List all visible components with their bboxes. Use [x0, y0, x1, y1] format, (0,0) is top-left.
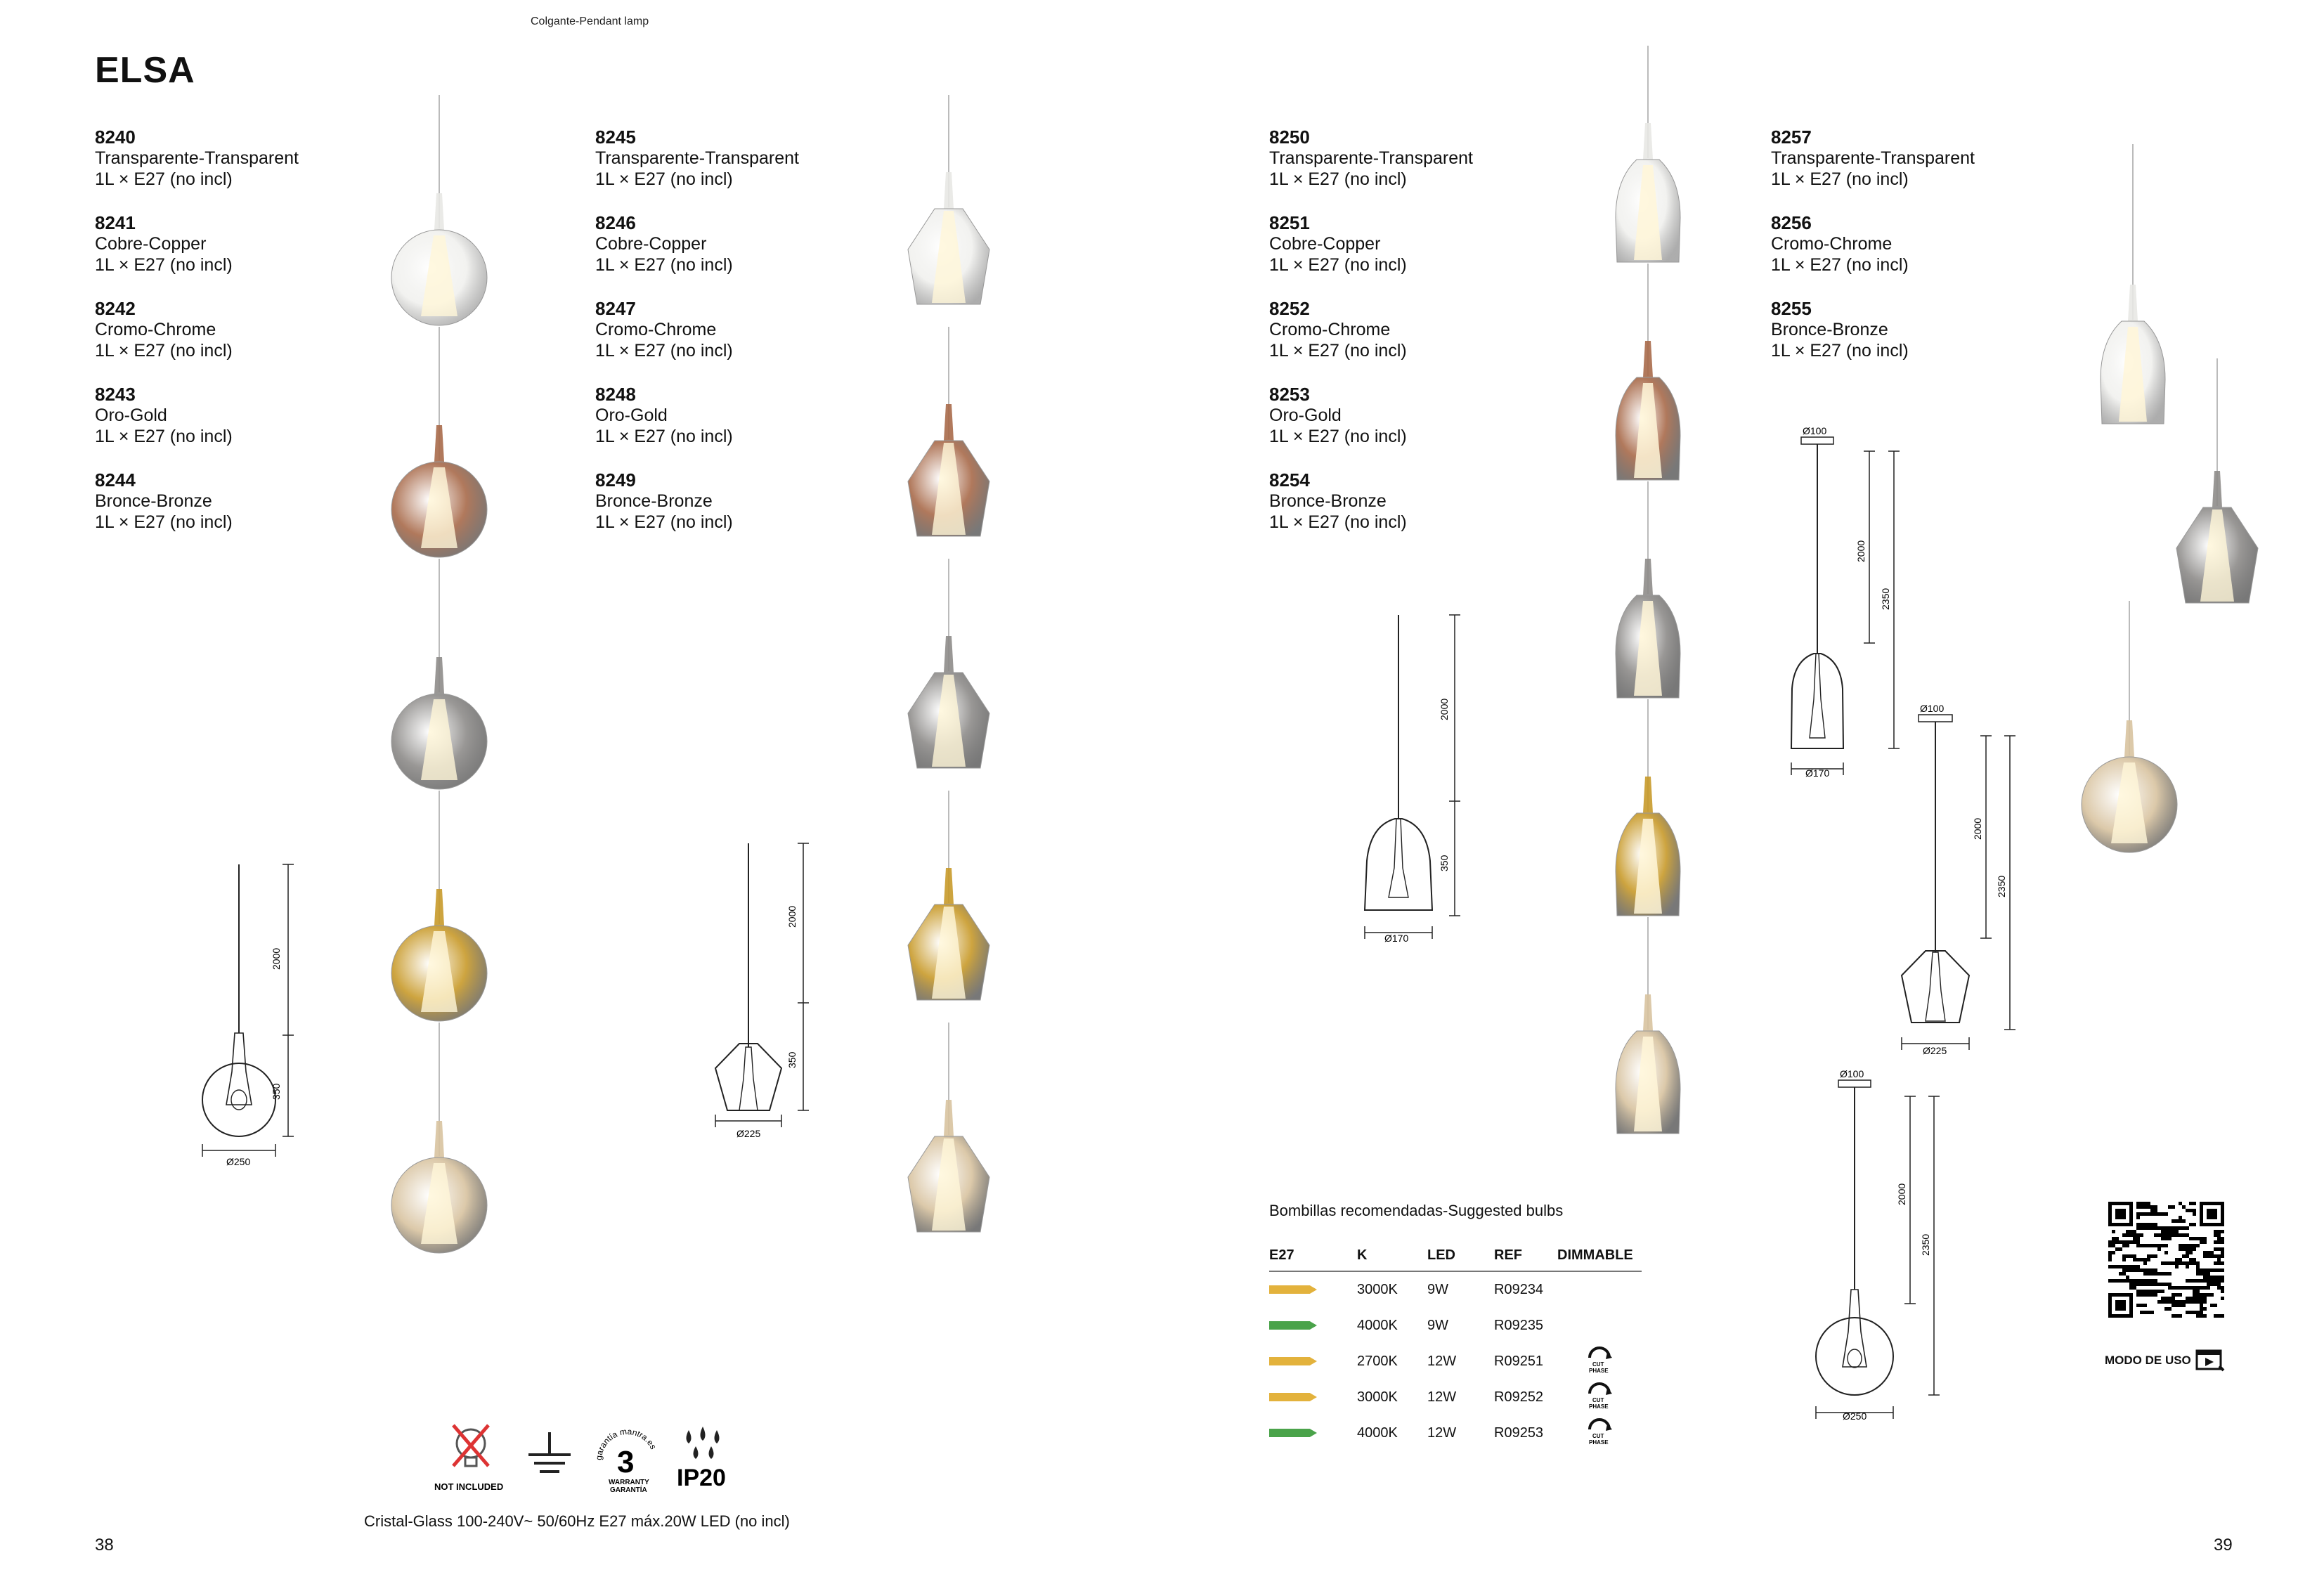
- model-finish: Cobre-Copper: [595, 234, 707, 254]
- bulb-led: 9W: [1427, 1318, 1448, 1333]
- bulb-led: 12W: [1427, 1425, 1457, 1441]
- qr-code[interactable]: [2108, 1202, 2224, 1318]
- earth-ground-icon: [521, 1420, 578, 1497]
- bulb-dimmable: [1557, 1380, 1642, 1415]
- manual-label: MODO DE USO: [2105, 1354, 2191, 1367]
- model-spec: 1L × E27 (no incl): [1771, 341, 1909, 361]
- dim-cable: 2000: [1972, 817, 1983, 840]
- model-finish: Cobre-Copper: [95, 234, 207, 254]
- bulb-color-arrow: [1269, 1321, 1317, 1330]
- svg-text:CUT: CUT: [1592, 1432, 1604, 1439]
- bulbs-header-led: LED: [1427, 1240, 1494, 1271]
- model-code: 8251: [1269, 212, 1310, 233]
- dim-canopy: Ø100: [1803, 425, 1827, 436]
- bulbs-header-dimmable: DIMMABLE: [1557, 1240, 1642, 1271]
- bulbs-header-k: K: [1357, 1240, 1427, 1271]
- model-spec: 1L × E27 (no incl): [595, 255, 733, 275]
- bulb-k: 4000K: [1357, 1425, 1398, 1441]
- model-spec: 1L × E27 (no incl): [95, 427, 233, 446]
- model-finish: Cromo-Chrome: [595, 320, 717, 339]
- lamp-sphere-image: [383, 791, 495, 1044]
- dim-cable: 2000: [1439, 698, 1450, 720]
- model-spec: 1L × E27 (no incl): [595, 169, 733, 189]
- bulb-led: 12W: [1427, 1354, 1457, 1369]
- dim-cable: 2000: [1855, 540, 1867, 562]
- model-code: 8245: [595, 126, 636, 148]
- model-code: 8242: [95, 298, 136, 319]
- lamp-sphere-image: [383, 1023, 495, 1276]
- manual-link[interactable]: [2105, 1348, 2226, 1373]
- cut-phase-icon: [1584, 1345, 1615, 1375]
- lamp-bell-image: [1592, 46, 1704, 278]
- model-finish: Transparente-Transparent: [1771, 148, 1975, 168]
- warranty-label: WARRANTY: [609, 1479, 649, 1486]
- svg-text:PHASE: PHASE: [1589, 1403, 1609, 1410]
- dim-total: 2350: [1880, 588, 1891, 610]
- model-code: 8243: [95, 384, 136, 405]
- not-included-label: NOT INCLUDED: [434, 1481, 504, 1492]
- lamp-cone-image: [892, 559, 1005, 791]
- model-finish: Bronce-Bronze: [1771, 320, 1888, 339]
- dim-diameter: Ø170: [1384, 933, 1409, 944]
- lamp-sphere-image: [383, 559, 495, 812]
- dim-canopy: Ø100: [1920, 703, 1945, 714]
- page-title: ELSA: [95, 50, 195, 91]
- dim-canopy: Ø100: [1840, 1068, 1864, 1079]
- dim-diameter: Ø225: [1923, 1045, 1947, 1056]
- lamp-cone-image: [892, 791, 1005, 1023]
- model-finish: Transparente-Transparent: [1269, 148, 1473, 168]
- bulbs-header-ref: REF: [1494, 1240, 1557, 1271]
- bulb-color-arrow: [1269, 1285, 1317, 1294]
- video-play-icon: [2195, 1348, 2226, 1373]
- lamp-bell-image: [1592, 699, 1704, 931]
- dim-diameter: Ø170: [1805, 767, 1830, 779]
- drawing-r-cone: [1890, 699, 2031, 1065]
- model-finish: Bronce-Bronze: [595, 491, 713, 511]
- bulb-led: 12W: [1427, 1389, 1457, 1405]
- bulb-dimmable: [1557, 1415, 1642, 1451]
- lamp-cone-image: [892, 327, 1005, 559]
- ip-rating: IP20: [677, 1465, 726, 1491]
- bulb-ref: R09252: [1494, 1389, 1544, 1405]
- svg-text:CUT: CUT: [1592, 1396, 1604, 1403]
- model-finish: Transparente-Transparent: [95, 148, 299, 168]
- model-code: 8247: [595, 298, 636, 319]
- bulb-row: [1269, 1380, 1642, 1415]
- bulb-ref: R09253: [1494, 1425, 1544, 1441]
- model-code: 8249: [595, 469, 636, 491]
- model-finish: Bronce-Bronze: [1269, 491, 1387, 511]
- model-code: 8240: [95, 126, 136, 148]
- bulbs-header-e27: E27: [1269, 1240, 1357, 1271]
- dim-diameter: Ø250: [226, 1156, 251, 1167]
- model-code: 8257: [1771, 126, 1812, 148]
- warranty-years: 3: [617, 1445, 635, 1479]
- warranty-badge-icon: [589, 1420, 666, 1497]
- bulb-k: 3000K: [1357, 1389, 1398, 1405]
- page-number-right: 39: [2214, 1536, 2233, 1555]
- bulb-dimmable: [1557, 1344, 1642, 1380]
- bulb-row: [1269, 1271, 1642, 1308]
- model-finish: Bronce-Bronze: [95, 491, 212, 511]
- model-spec: 1L × E27 (no incl): [95, 169, 233, 189]
- drawing-cone-left: [703, 836, 822, 1146]
- page-number-left: 38: [95, 1536, 114, 1555]
- model-finish: Transparente-Transparent: [595, 148, 799, 168]
- model-code: 8253: [1269, 384, 1310, 405]
- dim-total: 2350: [1996, 875, 2007, 897]
- bulbs-table: [1269, 1240, 1642, 1451]
- lamp-cone-image: [892, 1023, 1005, 1254]
- cut-phase-icon: [1584, 1381, 1615, 1410]
- dim-diameter: Ø225: [736, 1128, 761, 1139]
- model-finish: Cromo-Chrome: [1771, 234, 1893, 254]
- model-spec: 1L × E27 (no incl): [95, 255, 233, 275]
- model-code: 8256: [1771, 212, 1812, 233]
- dim-diameter: Ø250: [1843, 1410, 1867, 1422]
- category-label: Colgante-Pendant lamp: [531, 15, 649, 27]
- lamp-bell-image: [1592, 917, 1704, 1149]
- model-finish: Oro-Gold: [1269, 405, 1342, 425]
- bulb-color-arrow: [1269, 1357, 1317, 1365]
- model-spec: 1L × E27 (no incl): [1771, 169, 1909, 189]
- dim-total: 2350: [1920, 1233, 1931, 1256]
- model-spec: 1L × E27 (no incl): [1269, 169, 1407, 189]
- model-finish: Oro-Gold: [595, 405, 668, 425]
- lamp-cone-image: [2161, 358, 2273, 625]
- drawing-r-sphere: [1806, 1065, 1947, 1430]
- bulb-k: 3000K: [1357, 1282, 1398, 1297]
- model-finish: Cromo-Chrome: [95, 320, 216, 339]
- drawing-bell-center: [1356, 608, 1476, 952]
- bulb-ref: R09234: [1494, 1282, 1544, 1297]
- model-code: 8252: [1269, 298, 1310, 319]
- lamp-sphere-image: [383, 95, 495, 348]
- model-code: 8244: [95, 469, 136, 491]
- bulb-row: [1269, 1308, 1642, 1344]
- model-code: 8248: [595, 384, 636, 405]
- bulb-row: [1269, 1415, 1642, 1451]
- model-finish: Oro-Gold: [95, 405, 167, 425]
- bulb-not-included-icon: [429, 1420, 513, 1497]
- bulbs-title: Bombillas recomendadas-Suggested bulbs: [1269, 1202, 1564, 1219]
- svg-text:PHASE: PHASE: [1589, 1367, 1609, 1374]
- model-spec: 1L × E27 (no incl): [1269, 255, 1407, 275]
- model-code: 8241: [95, 212, 136, 233]
- model-code: 8255: [1771, 298, 1812, 319]
- dim-cable: 2000: [786, 905, 798, 928]
- lamp-cone-image: [892, 95, 1005, 327]
- svg-text:PHASE: PHASE: [1589, 1439, 1609, 1446]
- dim-cable: 2000: [1896, 1183, 1907, 1205]
- model-spec: 1L × E27 (no incl): [1269, 341, 1407, 361]
- dim-body: 350: [1439, 855, 1450, 871]
- lamp-bell-image: [1592, 481, 1704, 713]
- model-code: 8246: [595, 212, 636, 233]
- bulb-ref: R09235: [1494, 1318, 1544, 1333]
- model-spec: 1L × E27 (no incl): [595, 512, 733, 532]
- bulb-dimmable: [1557, 1271, 1642, 1308]
- bulb-color-arrow: [1269, 1429, 1317, 1437]
- lamp-sphere-image: [383, 327, 495, 580]
- model-spec: 1L × E27 (no incl): [1269, 512, 1407, 532]
- dim-body: 350: [271, 1083, 282, 1100]
- lamp-sphere-image: [2073, 601, 2186, 875]
- bulb-color-arrow: [1269, 1393, 1317, 1401]
- model-spec: 1L × E27 (no incl): [1771, 255, 1909, 275]
- dim-body: 350: [786, 1051, 798, 1068]
- warranty-label-2: GARANTÍA: [610, 1486, 647, 1494]
- model-spec: 1L × E27 (no incl): [595, 427, 733, 446]
- spec-line: Cristal-Glass 100-240V~ 50/60Hz E27 máx.20W LED (no incl): [364, 1512, 790, 1530]
- bulb-dimmable: [1557, 1308, 1642, 1344]
- bulb-ref: R09251: [1494, 1354, 1544, 1369]
- bulb-row: [1269, 1344, 1642, 1380]
- cut-phase-icon: [1584, 1417, 1615, 1446]
- drawing-sphere-left: [183, 857, 309, 1174]
- warranty-arc-text: garantía mantra.es: [593, 1426, 658, 1461]
- bulb-k: 2700K: [1357, 1354, 1398, 1369]
- lamp-bell-image: [1592, 264, 1704, 495]
- model-spec: 1L × E27 (no incl): [95, 512, 233, 532]
- ip20-icon: [671, 1420, 741, 1497]
- model-finish: Cobre-Copper: [1269, 234, 1381, 254]
- model-code: 8250: [1269, 126, 1310, 148]
- model-code: 8254: [1269, 469, 1310, 491]
- bulb-led: 9W: [1427, 1282, 1448, 1297]
- dim-cable: 2000: [271, 947, 282, 970]
- model-spec: 1L × E27 (no incl): [95, 341, 233, 361]
- model-spec: 1L × E27 (no incl): [595, 341, 733, 361]
- svg-text:CUT: CUT: [1592, 1361, 1604, 1368]
- model-finish: Cromo-Chrome: [1269, 320, 1391, 339]
- bulb-k: 4000K: [1357, 1318, 1398, 1333]
- model-spec: 1L × E27 (no incl): [1269, 427, 1407, 446]
